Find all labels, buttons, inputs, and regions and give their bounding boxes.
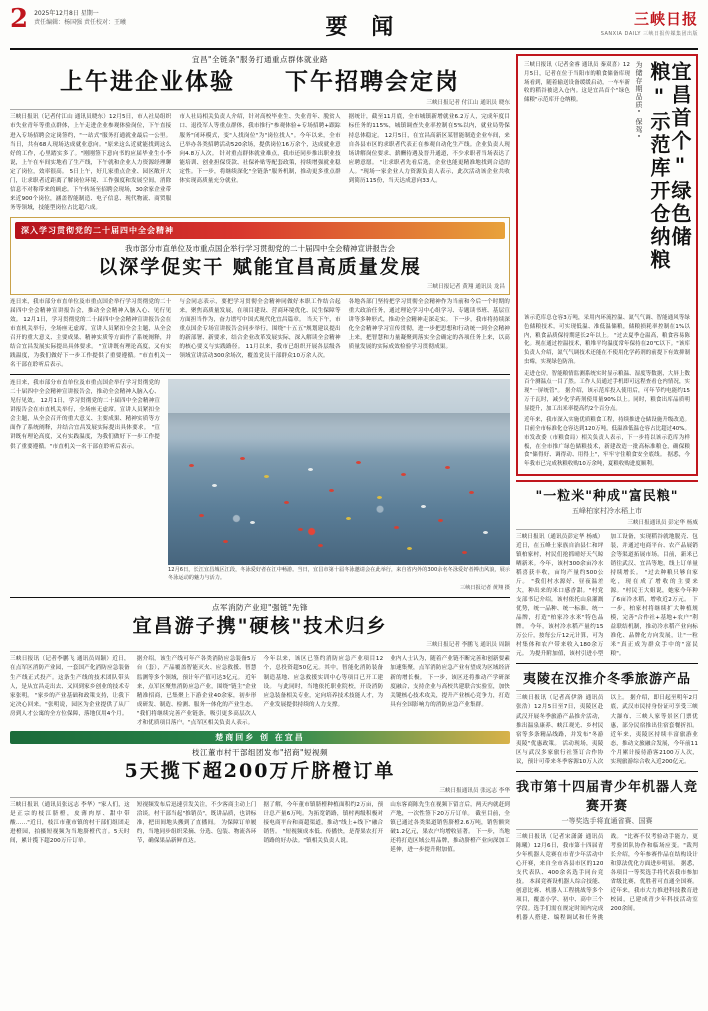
main-column [10,54,510,1004]
swimming-photo-caption: 12月6日，长江宜昌城区江段，冬泳爱好者在江中畅游。当日，宜昌市第十届冬泳邀请会在此举行，来自省内外的300余名冬泳爱好者搏击风浪，展示冬泳运动的魅力与活力。 [168,567,510,581]
grain-col-1: 该示范库总仓容3万吨，采用内环流控温、氮气气调、智能通风等绿色储粮技术，可实现低温、准低温储粮，储粮损耗率控制在1%以内，粮食品质保持期延长2年以上。 "过去夏季仓温高，粮食容易陈化。现在通过控温技术，粮堆平均温度常年保持在20℃以下。"该库负责人介绍，氮气气调技术还能在不使用化学药剂的前提下有效抑制虫霉，实现绿色防治。 [524,315,690,365]
rice-col-2: "我们村水源好、昼夜温差大，种出来的米口感香甜。"村党支部书记介绍，该村依托山泉灌溉优势，统一品种、统一标准、统一品牌，打造"柏家冷水米"特色品牌。 今年，该村冷水稻产量约15万公斤，按每公斤12元计算，可为村集体和农户带来收入180余万元。 [516,578,604,658]
divider [516,529,698,530]
orange-kicker: 枝江董市村干部组团发布"招商"短视频 [192,747,328,757]
masthead-date-block [34,6,126,27]
masthead [10,6,698,50]
masthead-right [601,6,698,37]
fire-col-3: 今年以来，该区已签约消防应急产业项目12个，总投资超50亿元。其中，智能化消防装备制造基地、应急救援实训中心等项目已开工建设。 与此同时，当地依托职业院校，开设消防应急装备相关专业，定向培养技术技能人才，为产业发展提供持续的人力支撑。 [263,656,384,708]
photo-skyline [168,413,510,439]
robotics-headline: 我市第十四届青少年机器人竞赛开赛 [516,779,699,814]
lead-headline [10,69,510,95]
divider [10,797,510,798]
lead-headline-left: 上午进企业体验 [59,68,235,95]
orange-col-2: 短视频发布后迅速引发关注，不少客商主动上门洽谈。村干部当起"推销员"，既讲品质，也讲标准，把田间地头搬到了直播间。 为保障订单履约，当地同步组织采摘、分选、包装、物流各环节，确保果品新鲜直达。 [136,801,257,844]
rice-body [516,533,698,660]
grain-col-3: 近年来，我市深入实施优质粮食工程，持续推进仓储设施升级改造。目前全市标准化仓容达到120万吨，低温准低温仓容占比超过40%。 市发改委（市粮食局）相关负责人表示，下一步将以该示范库为样板，在全市推广绿色储粮技术，新建改造一批高标准粮仓，确保粮食"储得好、调得动、用得上"，牢牢守住粮食安全底线。 据悉，今年我市已完成秋粮收购10万余吨，夏粮收购进度顺利。 [524,417,690,467]
rice-headline: "一粒米"种成"富民粮" [535,488,679,504]
fire-col-4: 业内人士认为，随着产业链不断完善和创新要素加速集聚，点军消防应急产业有望成为区域经济新的增长极。 下一步，该区还将推动产学研深度融合，支持企业与高校共建联合实验室，加快关键核心技术攻关，提升产业核心竞争力，打造具有全国影响力的消防应急产业集群。 [390,656,510,708]
section-title: 要 闻 [325,14,402,40]
divider [516,771,698,772]
grain-title-row [524,61,690,311]
study-banner: 深入学习贯彻党的二十届四中全会精神 [15,222,505,239]
divider [516,480,698,482]
tourism-body: 三峡日报讯（记者高伊洛 通讯员 张浩）12月5日至7日，夷陵区赴武汉开展冬季旅游产品推介活动，推出温泉康养、峡江观光、乡村民宿等多条精品线路，并发布"冬游夷陵"优惠政策。 活动现场，夷陵区与武汉多家旅行社签订合作协议，预计可带来冬季客源10万人次以上。 据介绍，即日起至明年2月底，武汉市民持身份证可享受三峡大瀑布、三峡人家等景区门票优惠，部分民宿推出住宿套餐折扣。 近年来，夷陵区持续丰富旅游业态，推动文旅融合发展，今年前11个月累计接待游客2100万人次，实现旅游综合收入近200亿元。 [516,695,698,765]
divider [516,663,698,664]
swimmers-group [168,450,510,565]
issue-date: 2025年12月8日 星期一 [34,10,99,17]
robotics-body: 三峡日报讯（记者宋潇潇 通讯员 陈曦）12月6日，我市第十四届青少年机器人竞赛在市青少年活动中心开赛，来自全市各县市区的120支代表队、400余名选手同台竞技。 本届竞赛设机器人综合技能、创意比赛、机器人工程挑战等多个项目，覆盖小学、初中、高中三个学段。选手们需在规定时间内完成机器人搭建、编程调试和任务挑战。 "比赛不仅考验动手能力，更考验团队协作和临场应变。"裁判长介绍，今年参赛作品在结构设计和算法优化方面进步明显。 据悉，各项目一等奖选手将代表我市参加省级比赛，优胜者可直通全国赛。近年来，我市大力推进科技教育进校园，已建成青少年科技活动室200余间。 [516,833,698,922]
robotics-subhead: 一等奖选手将直通省赛、国赛 [561,816,653,825]
lead-col-2: 市人社局相关负责人介绍，针对高校毕业生、失业青年、脱贫人口、退役军人等重点群体，我市推行"参观体验+专场招聘+跟踪服务"闭环模式，变"人找岗位"为"岗位找人"。今年以来，全市已举办各类招聘活动520余场，提供岗位16万余个，达成就业意向4.8万人次。 针对重点群体就业难点，我市还同步推出职业技能培训、创业担保贷款、社保补贴等配套政策，持续增强就业稳定性。下一步，将继续深化"全链条"服务机制，推动更多重点群体实现高质量充分就业。 [179,114,341,184]
ad-strip-text: 楚商回乡 创 在宜昌 [215,732,305,742]
swimming-photo-credit: 三峡日报记者 黄翔 摄 [460,584,510,591]
rice-byline: 三峡日报通讯员 彭定华 杨威 [627,519,698,526]
fire-kicker: 点军消防产业迎"强链"先锋 [212,602,308,612]
grain-vertical-headline: 宜昌首个"绿色储粮"示范库开仓纳粮 [647,61,692,272]
rice-story [516,485,698,660]
lead-story [10,54,510,213]
divider [516,690,698,691]
page-columns [10,54,698,1004]
fire-byline: 三峡日报记者 李鹏飞 通讯员 周颖 [426,642,510,649]
ad-strip[interactable] [10,731,510,744]
middle-left-text: 连日来，我市部分市直单位及市重点国企举行学习贯彻党的二十届四中全会精神宣讲报告会，推动全会精神入脑入心、见行见效。 12月1日，学习贯彻党的二十届四中全会精神宣讲报告会在市直机关举行，全场座无虚席。宣讲人员紧扣全会主题，从全会召开的重大意义、主要成果、精神实质等方面作了系统阐释，并结合宜昌发展实际提出具体要求。 "宣讲既有理论高度，又有实践温度，为我们做好下一步工作提供了重要遵循。"市直机关一名干部在聆听后表示。 [10,380,160,450]
lead-kicker: 宜昌"全链条"服务打通重点群体就业路 [192,55,328,64]
swimming-photo [168,379,510,565]
fire-headline: 宜昌游子携"硬核"技术归乡 [132,614,388,637]
middle-block [10,379,510,592]
divider [516,829,698,830]
orange-byline: 三峡日报通讯员 张远志 李华 [439,787,510,794]
fire-col-2: 据介绍，该生产线可年产各类消防应急装备5万台（套），产品覆盖智能灭火、应急救援、智慧监测等多个领域，预计年产值可达3亿元。 近年来，点军区聚焦消防应急产业，围绕"链主"企业精准招商，已集聚上下游企业40余家，初步形成研发、制造、检测、服务一体化的产业生态。 "我们将继续完善产业链条，吸引更多高层次人才和优质项目落户。"点军区相关负责人表示。 [136,656,257,726]
grain-meta: 三峡日报讯（记者金睿 通讯员 秦双喜）12月5日，记者在位于当阳市的粮食储备库现场看到，随着输送设备缓缓启动，一车车新收的稻谷被送入仓内。这是宜昌首个"绿色储粮"示范库开仓纳粮。 [524,62,630,103]
orange-story [10,747,510,855]
study-banner-block [10,217,510,295]
brand-subtitle: SANXIA DAILY 三峡日报传媒集团出版 [600,31,698,37]
study-byline: 三峡日报记者 黄翔 通讯员 龙昌 [426,283,505,290]
study-headline: 以深学促实干 赋能宜昌高质量发展 [98,255,422,278]
tourism-story [516,668,698,766]
fire-industry-story [10,602,510,728]
lead-col-3: 据统计，截至11月底，全市城镇新增就业6.2万人，完成年度目标任务的115%，城镇调查失业率控制在5%以内，就业局势保持总体稳定。 12月5日，在宜昌高新区某智能制造企业车间，来自各县市区的求职者代表正在参观自动化生产线。企业负责人现场讲解岗位要求、薪酬待遇及晋升通道，不少求职者当场表达了应聘意愿。 "让求职者先看后选，企业也能更精准地找到合适的人。"现场一家企业人力资源负责人表示，此次活动该企业共收到简历115份，当天达成意向33人。 [348,114,510,184]
divider [10,374,510,375]
lead-col-1: 三峡日报讯（记者付江山 通讯员晓东）12月5日，市人社局组织市失业青年等重点群体，上午走进企业参观体验岗位，下午直接进入专场招聘会定岗签约，"一站式"服务打通就业最后一公里。当日，共有68人现场达成就业意向。"原来这么近就能找到这么好的工作，心里踏实多了。"刚刚签下意向书的应届毕业生小李说，上午在车间实地看了生产线，下午就和企业人力资源经理聊定了岗位，效率很高。 5日上午，好几家重点企业、园区敞开大门，让求职者近距离了解岗位环境、工作强度和发展空间，消除信息不对称带来的顾虑。下午转场至招聘会现场，30余家企业带来近900个岗位，涵盖智能制造、电子信息、现代物流、商贸服务等领域，技能型岗位占比超六成。 [10,114,172,211]
page-number: 2 [10,4,29,34]
rice-col-1: 三峡日报讯（通讯员彭定华 杨威）近日，在五峰土家族自治县仁和坪镇柏家村，村民们抢抓晴好天气晾晒新米。今年，该村300余亩冷水稻喜获丰收，亩均产量约500公斤。 [516,533,604,585]
brand-name: 三峡日报 [633,10,698,28]
divider [10,109,510,110]
rice-subhead: 五峰柏家村冷水稻上市 [572,506,642,515]
grain-col-2: 走进仓房，智能粮情监测系统实时显示粮温、湿度等数据，大屏上数百个测温点一目了然。工作人员通过手机即可远程查看仓内情况，实现"一屏统管"。 据介绍，该示范库投入使用后，可年节约电能约15万千瓦时，减少化学药剂使用量90%以上。同时，粮食出库品质明显提升，加工出米率提高约2个百分点。 [524,370,690,412]
divider [10,597,510,598]
tourism-headline: 夷陵在汉推介冬季旅游产品 [522,672,691,688]
rice-col-3: 为提升附加值，该村引进小型加工设备，实现稻谷就地脱壳、包装，并通过电商平台、农产品展销会等渠道拓展市场。目前，新米已销往武汉、宜昌等地，线上订单量持续增长。 "过去种粮只够自家吃，现在成了增收的主要来源。"村民王大姐说，她家今年种了6亩冷水稻，增收近2万元。 [529,533,698,658]
study-body [10,298,510,370]
masthead-left [10,6,126,32]
lead-headline-right: 下午招聘会定岗 [285,68,461,95]
rice-col-4: 下一步，柏家村将继续扩大种植规模，完善"合作社+基地+农户"利益联结机制，推动冷水稻产业向标准化、品牌化方向发展，让"一粒米"真正成为群众手中的"富民粮"。 [610,597,698,658]
study-subline: 我市部分市直单位及市重点国企举行学习贯彻党的二十届四中全会精神宣讲报告会 [125,243,395,253]
robotics-story [516,776,698,923]
orange-headline: 5天揽下超200万斤脐橙订单 [124,759,396,782]
lead-byline: 三峡日报记者 付江山 通讯员 晓东 [426,100,510,107]
divider [10,651,510,652]
orange-col-3: 据了解，今年董市镇脐橙种植面积约2万亩，预计总产量6万吨。为拓宽销路，镇村两级积极对接电商平台和商超渠道，推动"线上+线下"融合销售。 "短视频成本低、传播快，是帮果农打开销路的好办法。"镇相关负责人说。 [263,801,384,844]
right-column [516,54,698,1004]
study-col-1: 连日来，我市部分市直单位及市重点国企举行学习贯彻党的二十届四中全会精神宣讲报告会，推动全会精神入脑入心、见行见效。 12月1日，学习贯彻党的二十届四中全会精神宣讲报告会在市直机关举行，全场座无虚席。宣讲人员紧扣全会主题，从全会召开的重大意义、主要成果、精神实质等方面作了系统阐释，并结合宜昌发展实际提出具体要求。 "宣讲既有理论高度，又有实践温度，为我们做好下一步工作提供了重要遵循。"市直机关一名干部在聆听后表示。 [10,298,172,369]
orange-col-4: 山东客商陈先生在视频下留言后，两天内就赶到产地，一次性签下20万斤订单。 截至目前，全镇已通过各类渠道销售脐橙2.6万吨，销售额突破1.2亿元，果农户均增收显著。 下一步，当地还将打造区域公用品牌，推动脐橙产业向深加工延伸，进一步提升附加值。 [390,801,510,853]
grain-store-story [516,54,698,476]
study-col-3: 各地各部门坚持把学习贯彻全会精神作为当前和今后一个时期的重大政治任务，通过理论学习中心组学习、专题读书班、基层宣讲等多种形式，推动全会精神走深走实。 下一步，我市将持续深化全会精神学习宣传贯彻，进一步把思想和行动统一到全会精神上来，把智慧和力量凝聚到落实全会确定的各项任务上来，以高质量发展的实际成效检验学习贯彻成果。 [348,298,510,351]
editor-line: 责任编辑：杨国强 责任校对：王曦 [34,19,127,26]
grain-vertical-kicker: 为储存期品质"保驾" [635,61,643,143]
fire-col-1: 三峡日报讯（记者李鹏飞 通讯员周颖）近日，在点军区消防产业园，一套国产化消防应急装备生产线正式投产。这条生产线的技术团队带头人，是从宜昌走出去、又回到家乡创业的技术专家张明。 "家乡的产业基础和政策支持，让我下定决心回来。"张明说，园区为企业提供了从厂房到人才公寓的全方位保障，落地仅用4个月。 [10,656,130,717]
orange-col-1: 三峡日报讯（通讯员张远志 李华）"家人们，这是正宗的枝江脐橙，皮薄肉厚、甜中带酸……"近日，枝江市董市镇的村干部们组团走进橙园，拍摄短视频为当地脐橙代言。5天时间，累计揽下超200万斤订单。 [10,801,130,844]
study-col-2: 与会同志表示，要把学习贯彻全会精神同做好本职工作结合起来，聚焦高质量发展，在项目建设、营商环境优化、民生保障等方面担当作为，奋力谱写中国式现代化宜昌篇章。 当天下午，市重点国企专场宣讲报告会同步举行，围绕"十五五"规划建议提出的新部署、新要求，结合企业改革发展实际，深入解读全会精神的核心要义与实践路径。 11月以来，我市已组织开展各层级各领域宣讲活动300余场次，覆盖党员干部群众10万余人次。 [179,298,341,360]
